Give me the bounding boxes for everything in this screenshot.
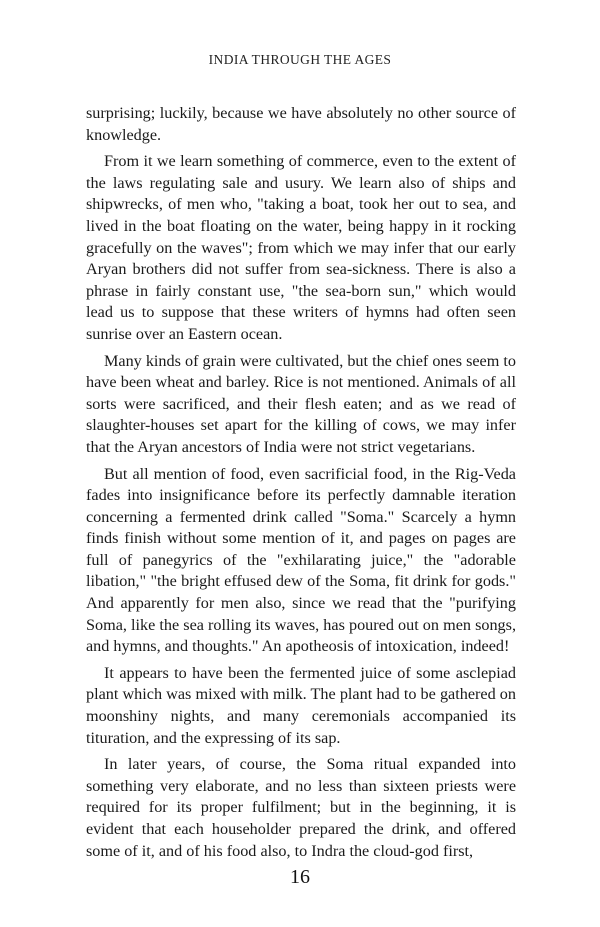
- paragraph-1: surprising; luckily, because we have absolutely no other source of knowledge.: [86, 104, 516, 144]
- paragraph-3: Many kinds of grain were cultivated, but the chief ones seem to have been wheat and barley. Rice is not mentioned. Animals of all sorts were sacrificed, and their flesh eaten; and as we read of slaughter-houses set apart for the killing of cows, we may infer that the Aryan ancestors of India were not strict vegetarians.: [86, 351, 516, 456]
- paragraph-4: But all mention of food, even sacrificial food, in the Rig-Veda fades into insignificance before its perfectly damnable iteration concerning a fermented drink called "Soma." Scarcely a hymn finds finish without some mention of it, and pages on pages are full of panegyrics of the "exhilarating juice," the "adorable libation," "the bright effused dew of the Soma, fit drink for gods." And apparently for men also, since we read that the "purifying Soma, like the sea rolling its waves, has poured out on men songs, and hymns, and thoughts." An apotheosis of intoxication, indeed!: [86, 464, 516, 656]
- body-text: [86, 103, 516, 867]
- running-head: INDIA THROUGH THE AGES: [208, 52, 392, 67]
- page-number: 16: [290, 866, 310, 888]
- paragraph-5: It appears to have been the fermented juice of some asclepiad plant which was mixed with milk. The plant had to be gathered on moonshiny nights, and many ceremonials accompanied its tituration, and the expressing of its sap.: [86, 663, 516, 747]
- paragraph-6: In later years, of course, the Soma ritual expanded into something very elaborate, and no less than sixteen priests were required for its proper fulfilment; but in the beginning, it is evident that each householder prepared the drink, and offered some of it, and of his food also, to Indra the cloud-god first,: [86, 755, 516, 860]
- paragraph-2: From it we learn something of commerce, even to the extent of the laws regulating sale and usury. We learn also of ships and shipwrecks, of men who, "taking a boat, took her out to sea, and lived in the boat floating on the water, being happy in it rocking gracefully on the waves"; from which we may infer that our early Aryan brothers did not suffer from sea-sickness. There is also a phrase in fairly constant use, "the sea-born sun," which would lead us to suppose that these writers of hymns had often seen sunrise over an Eastern ocean.: [86, 152, 516, 343]
